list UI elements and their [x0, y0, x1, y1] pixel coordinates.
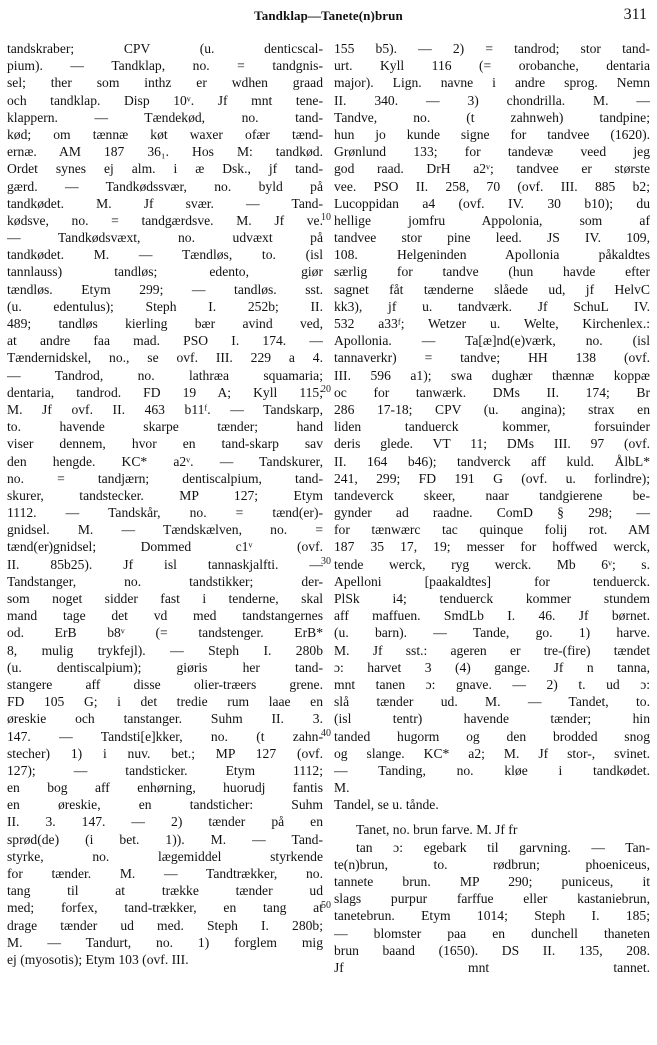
text-line: skurer, tandstecker. MP 127; Etym	[7, 487, 323, 503]
text-line: tænd(er)gnidsel; Dommed c1ᵛ (ovf.	[7, 539, 323, 555]
margin-line-number: 50	[321, 900, 331, 911]
text-line: tannete brun. MP 290; puniceus, it	[334, 874, 650, 889]
text-line: en bog aff enhørning, huorudj fantis	[7, 780, 323, 796]
text-line: mnt tanen ɔ: gnave. — 2) t. ud ɔ:	[334, 676, 650, 692]
text-line: (u. barn). — Tande, go. 1) harve.	[334, 625, 650, 641]
text-line: for tænwærc tac quinque folij rot. AM	[334, 522, 650, 538]
text-line: FD 105 G; i det tredie rum laae en	[7, 694, 323, 710]
text-line: — Tandrod, no. lathræa squamaria;	[7, 367, 323, 383]
text-line: od. ErB b8ᵛ (= tandstenger. ErB*	[7, 625, 323, 641]
text-line: viser dennem, hvor en tand-skarp sav	[7, 436, 323, 452]
text-line: tandeverck skeer, naar tandgierene be-	[334, 487, 650, 503]
text-line: tandvee stor pine leed. JS IV. 109,	[334, 230, 650, 246]
text-line: Grønlund 133; for tandevæ veed jeg	[334, 144, 650, 160]
text-line: tende werck, ryg werck. Mb 6ᵛ; s.	[334, 556, 650, 572]
text-line: M.	[334, 780, 350, 796]
text-line: sagnet fåt tænderne slåede ud, jf HelvC	[334, 281, 650, 297]
text-line: øreskie och tanstanger. Suhm II. 3.	[7, 711, 323, 727]
text-line: (isl tentr) havende tænder; hin	[334, 711, 650, 727]
text-line: 286 17-18; CPV (u. angina); strax en	[334, 401, 650, 417]
running-head-title: Tandklap—Tanete(n)brun	[254, 8, 403, 23]
margin-line-number: 10	[321, 212, 331, 223]
text-line: II. 3. 147. — 2) tænder på en	[7, 814, 323, 830]
text-line: 187 35 17, 19; messer for hoffwed werck,	[334, 539, 650, 555]
text-line: 8, mulig trykfejl). — Steph I. 280b	[7, 642, 323, 658]
text-line: Tanet, no. brun farve. M. Jf fr	[356, 822, 518, 838]
text-line: II. 164 b46); tandverck aff kuld. ÅlbL*	[334, 453, 650, 469]
text-line: tanded hugorm og den brodded snog	[334, 728, 650, 744]
text-line: styrke, no. lægemiddel styrkende	[7, 848, 323, 864]
text-line: no. = tandjærn; dentiscalpium, tand-	[7, 470, 323, 486]
text-line: (u. dentiscalpium); giøris her tand-	[7, 659, 323, 675]
text-line: ej (myosotis); Etym 103 (ovf. III.	[7, 951, 189, 967]
text-line: Lucoppidan a4 (ovf. IV. 30 b10); du	[334, 195, 650, 211]
text-line: pium). — Tandklap, no. = tandgnis-	[7, 58, 323, 74]
text-line: som noget sidder fast i tenderne, skal	[7, 591, 323, 606]
text-line: for tænder. M. — Tandtrækker, no.	[7, 866, 323, 881]
text-line: — Tanding, no. kløe i tandkødet.	[334, 762, 650, 778]
text-line: slags purpur farffue eller kastaniebrun,	[334, 891, 650, 907]
text-line: — blomster paa en dunchell thaneten	[334, 925, 650, 941]
text-line: aff maffuen. SmdLb I. 46. Jf børnet.	[334, 608, 650, 624]
text-line: 532 a33ᶠ; Wetzer u. Welte, Kirchenlex.:	[334, 316, 650, 331]
text-line: hun jo kunde signe for tandvee (1620).	[334, 126, 650, 142]
text-line: liden tanduerck kommer, forsuinder	[334, 419, 650, 435]
margin-line-number: 30	[321, 556, 331, 567]
text-line: kk3), jf u. tandværk. Jf SchuL IV.	[334, 298, 650, 314]
text-line: Ordet synes ej alm. i æ Dsk., jf tand-	[7, 161, 323, 177]
text-line: 1112. — Tandskår, no. = tænd(er)-	[7, 505, 323, 521]
text-line: at andre faa mad. PSO I. 174. —	[7, 333, 323, 349]
left-column	[7, 40, 323, 1040]
text-line: gynder ad raadne. ComD § 298; —	[334, 505, 650, 521]
text-line: Tændernidskel, no., se ovf. III. 229 a 4.	[7, 350, 323, 366]
text-line: tannaverkr) = tandve; HH 138 (ovf.	[334, 350, 650, 366]
text-line: urt. Kyll 116 (= orobanche, dentaria	[334, 58, 650, 74]
text-line: kød; om tænnæ køt waxer ofær tænd-	[7, 126, 323, 142]
text-line: Tandel, se u. tånde.	[334, 797, 439, 813]
text-line: 108. Helgeninden Apollonia påkaldtes	[334, 247, 650, 263]
text-line: 241, 299; FD 191 G (ovf. u. forlindre);	[334, 470, 650, 486]
text-line: drage tænder ud med. Steph I. 280b;	[7, 917, 323, 933]
text-line: gærd. — Tandkødssvær, no. byld på	[7, 178, 323, 194]
margin-line-number: 20	[321, 384, 331, 395]
text-line: (u. edentulus); Steph I. 252b; II.	[7, 298, 323, 314]
text-line: 155 b5). — 2) = tandrod; stor tand-	[334, 41, 650, 56]
text-line: tandkødet. M. Jf svær. — Tand-	[7, 195, 323, 211]
text-line: god raad. DrH a2ᵛ; tandvee er største	[334, 161, 650, 177]
text-line: mand tage det vd med tandstangernes	[7, 608, 323, 624]
text-line: og slange. KC* a2; M. Jf stor-, svinet.	[334, 745, 650, 761]
text-line: 489; tandløs kierling bær avind ved,	[7, 316, 323, 331]
text-line: M. Jf ovf. II. 463 b11ᶠ. — Tandskarp,	[7, 401, 323, 417]
text-line: den hengde. KC* a2ᵛ. — Tandskurer,	[7, 453, 323, 469]
text-line: tang til at trække tænder ud	[7, 883, 323, 899]
text-line: Tandstanger, no. tandstikker; der-	[7, 573, 323, 589]
text-line: tændløs. Etym 299; — tandløs. sst.	[7, 281, 323, 297]
text-line: vee. PSO II. 258, 70 (ovf. III. 885 b2;	[334, 178, 650, 194]
text-line: tan ɔ: egebark til garvning. — Tan-	[356, 839, 650, 855]
running-head	[0, 6, 657, 26]
text-line: hellige jomfru Appolonia, som af	[334, 212, 650, 228]
page-number: 311	[623, 6, 647, 23]
text-line: slå tænder ud. M. — Tandet, to.	[334, 694, 650, 710]
text-line: 147. — Tandsti[e]kker, no. (t zahn-	[7, 728, 323, 744]
text-line: 127); — tandsticker. Etym 1112;	[7, 762, 323, 778]
text-line: stangere aff disse olier-træers grene.	[7, 676, 323, 692]
text-line: — Tandkødsvæxt, no. udvæxt på	[7, 230, 323, 246]
text-line: II. 340. — 3) chondrilla. M. —	[334, 92, 650, 108]
text-line: major). Lign. navne i andre sprog. Nemn	[334, 75, 650, 91]
text-line: særlig for tandve (hun havde efter	[334, 264, 650, 280]
text-line: Tandve, no. (t zahnweh) tandpine;	[334, 109, 650, 125]
text-line: sel; ther som inthz er wdhen graad	[7, 75, 323, 91]
text-line: tanetebrun. Etym 1014; Steph I. 185;	[334, 908, 650, 924]
text-line: III. 596 a1); swa dughær thænnæ koppæ	[334, 367, 650, 383]
text-line: Apelloni [paakaldtes] for tenduerck.	[334, 573, 650, 589]
text-line: klappern. — Tændekød, no. tand-	[7, 109, 323, 125]
text-line: ernæ. AM 187 36₁. Hos M: tandkød.	[7, 144, 323, 160]
text-line: brun baand (1650). DS II. 135, 208.	[334, 942, 650, 958]
text-line: och tandklap. Disp 10ᵛ. Jf mnt tene-	[7, 92, 323, 108]
text-line: PlSk i4; tenduerck kommer stundem	[334, 591, 650, 606]
text-line: Apollonia. — Ta[æ]nd(e)værk, no. (isl	[334, 333, 650, 349]
text-line: dentaria, tandrod. FD 19 A; Kyll 115;	[7, 384, 323, 400]
text-line: tannlauss) tandløs; edento, giør	[7, 264, 323, 280]
text-line: M. — Tandurt, no. 1) forglem mig	[7, 934, 323, 950]
text-line: kødsve, no. = tandgærdsve. M. Jf ve.	[7, 212, 323, 228]
text-line: te(n)brun, to. rødbrun; phoeniceus,	[334, 856, 650, 872]
text-line: ɔ: harvet 3 (4) gange. Jf n tanna,	[334, 659, 650, 675]
text-line: II. 85b25). Jf isl tannaskjalfti. —	[7, 556, 323, 572]
text-line: stecher) 1) i nuv. bet.; MP 127 (ovf.	[7, 745, 323, 761]
margin-line-number: 40	[321, 728, 331, 739]
text-line: tandskraber; CPV (u. denticscal-	[7, 41, 323, 56]
text-line: Jf mnt tannet.	[334, 959, 650, 975]
text-line: deris glede. VT 11; DMs III. 97 (ovf.	[334, 436, 650, 452]
text-line: gnidsel. M. — Tændskælven, no. =	[7, 522, 323, 538]
text-line: oc for tanwærk. DMs II. 174; Br	[334, 384, 650, 400]
text-line: M. Jf sst.: ageren er tre-(fire) tændet	[334, 642, 650, 658]
text-line: sprød(de) (i bet. 1)). M. — Tand-	[7, 831, 323, 847]
text-line: med; forfex, tand-trækker, en tang at	[7, 900, 323, 916]
right-column	[334, 40, 650, 1040]
text-line: to. havende skarpe tænder; hand	[7, 419, 323, 435]
text-line: en øreskie, en tandsticher: Suhm	[7, 797, 323, 813]
text-line: tandkødet. M. — Tændløs, to. (isl	[7, 247, 323, 263]
